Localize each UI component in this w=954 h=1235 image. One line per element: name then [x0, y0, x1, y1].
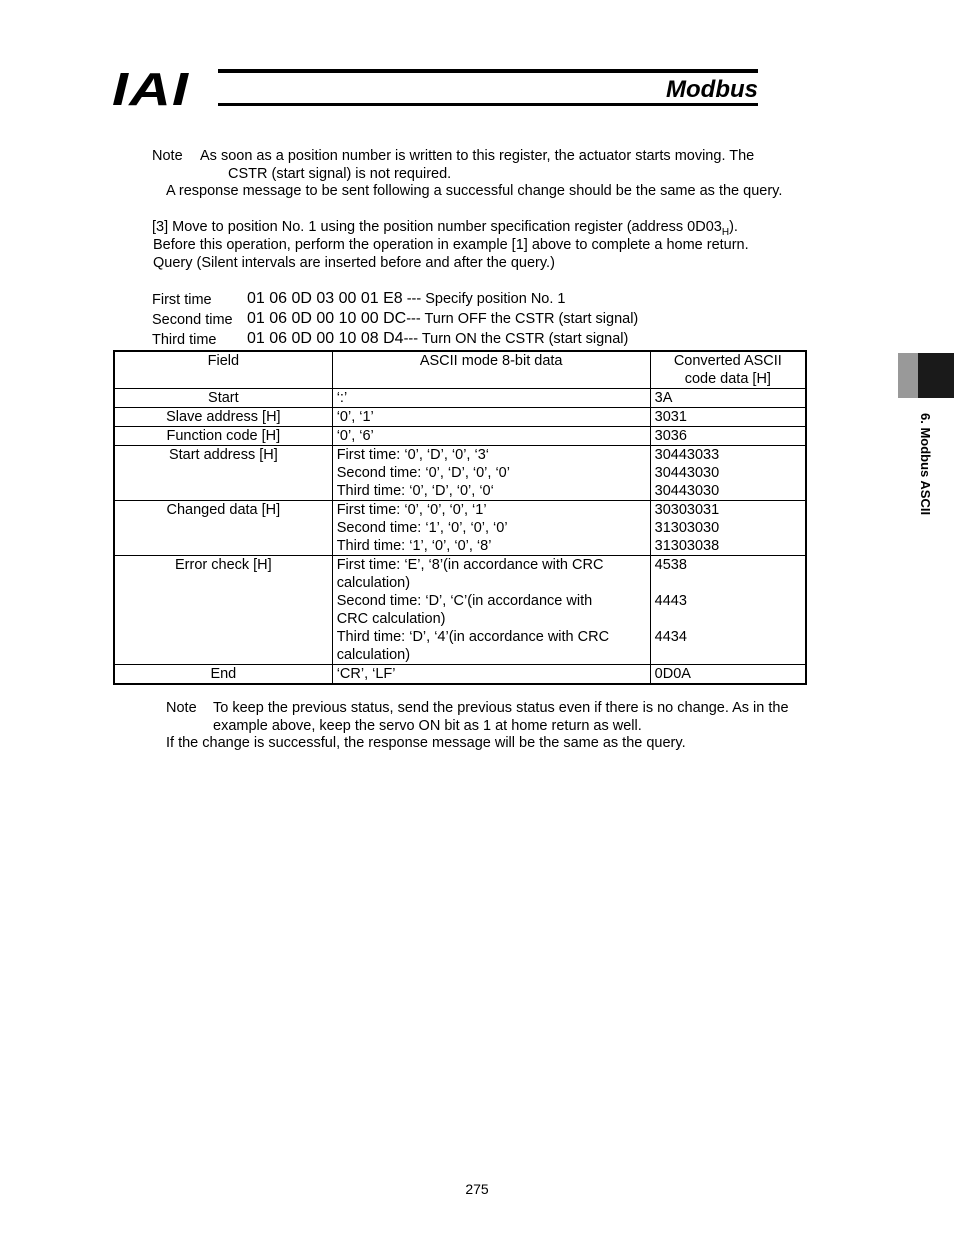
header-ascii: ASCII mode 8-bit data [332, 351, 650, 389]
table-row [114, 408, 806, 427]
cell-code: 3031 [650, 408, 806, 427]
cell-field: Start address [H] [114, 446, 332, 501]
cell-ascii: ‘:’ [332, 389, 650, 408]
query-second: 01 06 0D 00 10 00 DC--- Turn OFF the CSTR (start signal) [247, 310, 639, 327]
table-row [114, 446, 806, 501]
query-second-label: Second time [152, 312, 233, 328]
ascii-data-table [113, 350, 807, 685]
note2-line1: To keep the previous status, send the previous status even if there is no change. As in the [213, 700, 789, 716]
query-first-label: First time [152, 292, 212, 308]
note2-line2: example above, keep the servo ON bit as 1 at home return as well. [213, 718, 642, 734]
cell-ascii: ‘0’, ‘6’ [332, 427, 650, 446]
side-tab-dark-block [918, 353, 954, 398]
example-line2: Before this operation, perform the operation in example [1] above to complete a home return. [153, 237, 749, 253]
cell-field: Error check [H] [114, 556, 332, 665]
cell-ascii: First time: ‘E’, ‘8’(in accordance with CRC calculation) Second time: ‘D’, ‘C’(in accordance with CRC calculation) Third time: ‘D’, ‘4’(in accordance with CRC calculation) [332, 556, 650, 665]
table-row [114, 556, 806, 665]
note1-line2: CSTR (start signal) is not required. [228, 166, 452, 182]
header-title: Modbus [666, 76, 758, 103]
cell-code: 30443033 30443030 30443030 [650, 446, 806, 501]
side-tab-light-block [898, 353, 918, 398]
cell-code: 3036 [650, 427, 806, 446]
query-third-label: Third time [152, 332, 217, 348]
header-code: Converted ASCII code data [H] [650, 351, 806, 389]
note1-label: Note [152, 148, 183, 164]
note1-line3: A response message to be sent following a successful change should be the same as the query. [166, 183, 783, 199]
page-number: 275 [465, 1181, 489, 1197]
cell-ascii: ‘0’, ‘1’ [332, 408, 650, 427]
iai-logo: IAI [112, 63, 190, 115]
header-rule-top [218, 69, 758, 73]
table-row [114, 427, 806, 446]
table-row [114, 389, 806, 408]
query-first: 01 06 0D 03 00 01 E8 --- Specify position No. 1 [247, 290, 566, 307]
table-row [114, 665, 806, 685]
note2-line3: If the change is successful, the response message will be the same as the query. [166, 735, 686, 751]
cell-code: 4538 4443 4434 [650, 556, 806, 665]
example-line1: [3] Move to position No. 1 using the position number specification register (address $0D03_H$). [152, 219, 738, 238]
example-line3: Query (Silent intervals are inserted before and after the query.) [153, 255, 555, 271]
cell-field: Changed data [H] [114, 501, 332, 556]
side-tab-label: 6. Modbus ASCII [918, 413, 933, 516]
cell-code: 0D0A [650, 665, 806, 685]
query-third: 01 06 0D 00 10 08 D4--- Turn ON the CSTR (start signal) [247, 330, 629, 347]
cell-code: 3A [650, 389, 806, 408]
cell-field: End [114, 665, 332, 685]
note1-line1: As soon as a position number is written to this register, the actuator starts moving. The [200, 148, 755, 164]
cell-field: Slave address [H] [114, 408, 332, 427]
cell-ascii: ‘CR’, ‘LF’ [332, 665, 650, 685]
header-field: Field [114, 351, 332, 389]
note2-label: Note [166, 700, 197, 716]
cell-field: Function code [H] [114, 427, 332, 446]
cell-field: Start [114, 389, 332, 408]
table-row [114, 501, 806, 556]
table-header-row [114, 351, 806, 389]
cell-code: 30303031 31303030 31303038 [650, 501, 806, 556]
cell-ascii: First time: ‘0’, ‘0’, ‘0’, ‘1’ Second time: ‘1’, ‘0’, ‘0’, ‘0’ Third time: ‘1’, ‘0’, ‘0’, ‘8’ [332, 501, 650, 556]
cell-ascii: First time: ‘0’, ‘D’, ‘0’, ‘3‘ Second time: ‘0’, ‘D’, ‘0’, ‘0’ Third time: ‘0’, ‘D’, ‘0’, ‘0‘ [332, 446, 650, 501]
